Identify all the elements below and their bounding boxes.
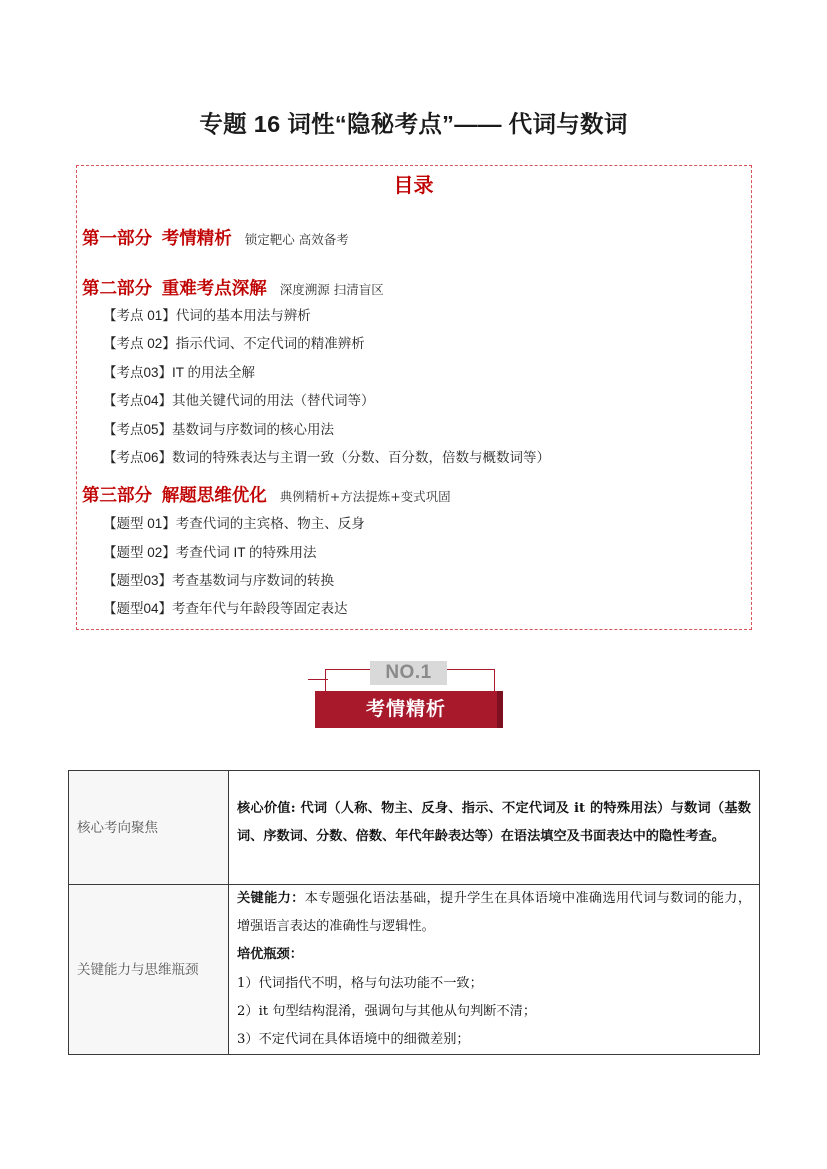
toc-item-kaodian-06: 【考点06】数词的特殊表达与主谓一致（分数、百分数，倍数与概数词等） — [103, 450, 551, 465]
section-number-badge: NO.1 — [370, 661, 447, 685]
toc-part-2 — [82, 277, 384, 301]
key-ability-paragraph — [237, 885, 751, 941]
core-value-text: 核心价值: 代词（人称、物主、反身、指示、不定代词及 it 的特殊用法）与数词（基数词、序数词、分数、倍数、年代年龄表达等）在语法填空及书面表达中的隐性考查。 — [237, 801, 751, 844]
toc-item-tixing-04: 【题型04】考查年代与年龄段等固定表达 — [103, 601, 348, 616]
bottleneck-item: 2）it 句型结构混淆，强调句与其他从句判断不清； — [237, 1003, 537, 1019]
bottleneck-item: 3）不定代词在具体语境中的细微差别； — [237, 1032, 470, 1048]
table-row — [69, 771, 760, 885]
row-label: 关键能力与思维瓶颈 — [69, 885, 229, 1055]
key-ability-lead: 关键能力： — [237, 891, 305, 906]
toc-item-kaodian-03: 【考点03】IT 的用法全解 — [103, 365, 256, 380]
toc-part-subtitle: 锁定靶心 高效备考 — [244, 232, 349, 247]
toc-part-title: 第一部分 考情精析 — [82, 228, 232, 248]
key-ability-text: 本专题强化语法基础，提升学生在具体语境中准确选用代词与数词的能力，增强语言表达的准确性与逻辑性。 — [237, 891, 752, 935]
bottleneck-item: 1）代词指代不明，格与句法功能不一致； — [237, 975, 483, 991]
toc-part-title: 第二部分 重难考点深解 — [82, 278, 267, 298]
toc-part-1 — [82, 227, 349, 251]
toc-heading: 目录 — [393, 175, 434, 197]
toc-item-kaodian-05: 【考点05】基数词与序数词的核心用法 — [103, 422, 335, 437]
exam-analysis-table — [68, 770, 760, 1055]
row-label: 核心考向聚焦 — [69, 771, 229, 885]
toc-item-tixing-02: 【题型 02】考查代词 IT 的特殊用法 — [103, 545, 317, 560]
section-banner-title: 考情精析 — [315, 691, 503, 728]
toc-item-kaodian-02: 【考点 02】指示代词、不定代词的精准辨析 — [103, 336, 365, 351]
toc-part-subtitle: 深度溯源 扫清盲区 — [279, 282, 384, 297]
toc-part-subtitle: 典例精析+方法提炼+变式巩固 — [279, 489, 451, 504]
toc-item-kaodian-04: 【考点04】其他关键代词的用法（替代词等） — [103, 393, 375, 408]
toc-item-tixing-01: 【题型 01】考查代词的主宾格、物主、反身 — [103, 516, 365, 531]
bottleneck-lead: 培优瓶颈： — [237, 947, 303, 963]
toc-item-tixing-03: 【题型03】考查基数词与序数词的转换 — [103, 573, 335, 588]
table-row — [69, 885, 760, 1055]
toc-part-3 — [82, 484, 451, 508]
row-content — [229, 771, 760, 885]
toc-item-kaodian-01: 【考点 01】代词的基本用法与辨析 — [103, 308, 311, 323]
document-title: 专题 16 词性“隐秘考点”—— 代词与数词 — [199, 111, 628, 137]
row-content — [229, 885, 760, 1055]
toc-part-title: 第三部分 解题思维优化 — [82, 485, 267, 505]
